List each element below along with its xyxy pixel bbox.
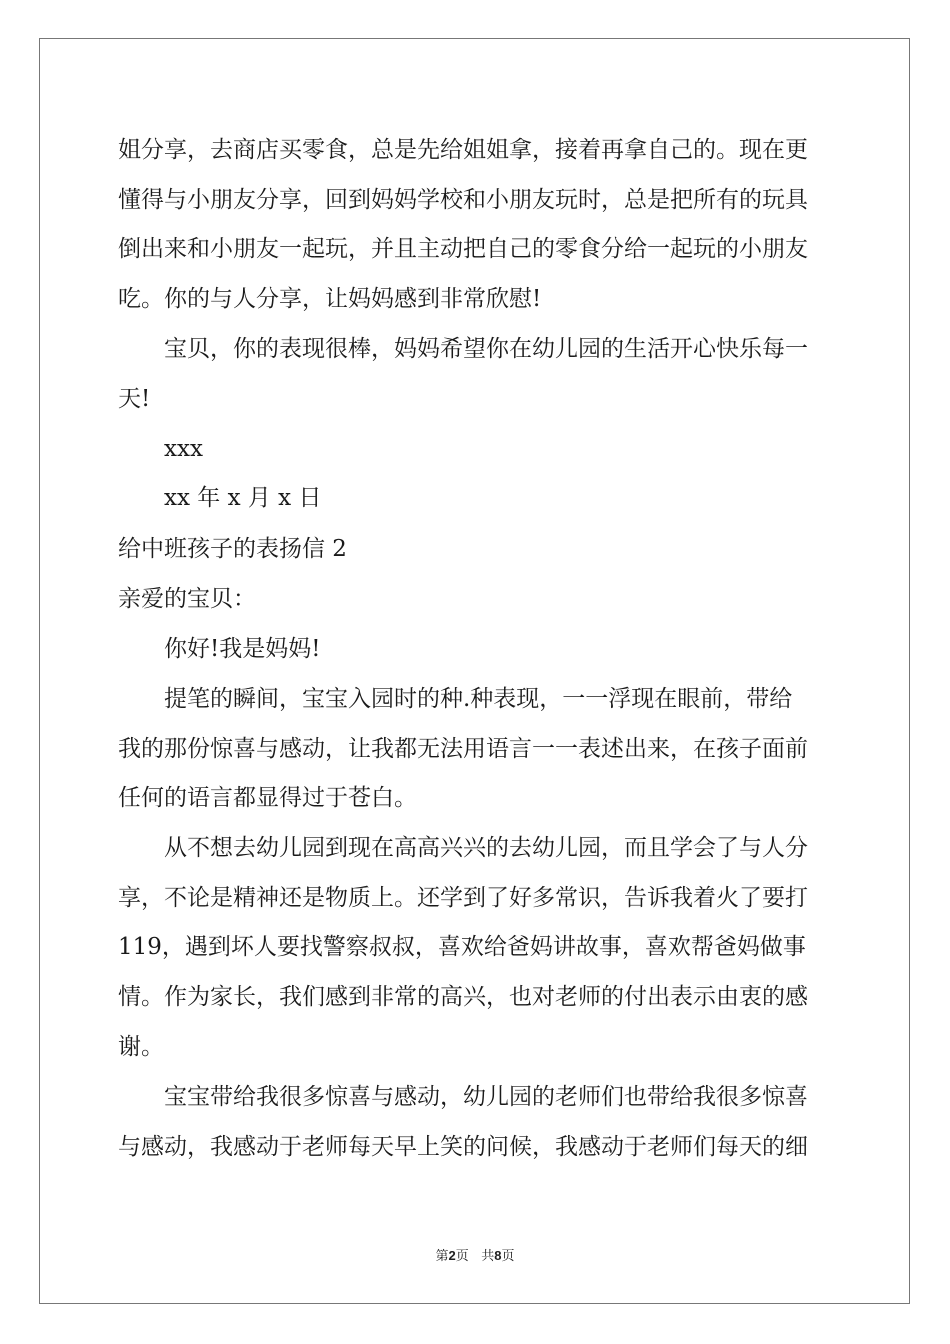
section-title: 给中班孩子的表扬信 2 [118, 536, 347, 562]
paragraph-line: 与感动，我感动于老师每天早上笑的问候，我感动于老师们每天的细 [118, 1134, 808, 1160]
total-pages: 8 [494, 1248, 502, 1263]
total-prefix: 共 [481, 1249, 495, 1264]
paragraph-line: 懂得与小朋友分享，回到妈妈学校和小朋友玩时，总是把所有的玩具 [118, 187, 808, 213]
paragraph-line: 任何的语言都显得过于苍白。 [118, 785, 417, 811]
paragraph-line: 我的那份惊喜与感动，让我都无法用语言一一表述出来，在孩子面前 [118, 736, 808, 762]
salutation: 亲爱的宝贝： [118, 586, 256, 612]
page-suffix: 页 [455, 1249, 469, 1264]
paragraph-line: 倒出来和小朋友一起玩，并且主动把自己的零食分给一起玩的小朋友 [118, 236, 808, 262]
paragraph-line: 姐分享，去商店买零食，总是先给姐姐拿，接着再拿自己的。现在更 [118, 137, 808, 163]
date-line: xx 年 x 月 x 日 [164, 485, 322, 511]
page-prefix: 第 [435, 1249, 449, 1264]
page-border [39, 38, 910, 1304]
paragraph-line: 天! [118, 386, 151, 412]
paragraph-line: 宝宝带给我很多惊喜与感动，幼儿园的老师们也带给我很多惊喜 [164, 1084, 808, 1110]
paragraph-line: 享，不论是精神还是物质上。还学到了好多常识，告诉我着火了要打 [118, 885, 808, 911]
page-footer [0, 1245, 950, 1264]
paragraph-line: 宝贝，你的表现很棒，妈妈希望你在幼儿园的生活开心快乐每一 [164, 336, 808, 362]
total-suffix: 页 [501, 1249, 515, 1264]
paragraph-line: 提笔的瞬间，宝宝入园时的种.种表现，一一浮现在眼前，带给 [164, 686, 793, 712]
paragraph-line: 情。作为家长，我们感到非常的高兴，也对老师的付出表示由衷的感 [118, 984, 808, 1010]
paragraph-line: 从不想去幼儿园到现在高高兴兴的去幼儿园，而且学会了与人分 [164, 835, 808, 861]
paragraph-line: 吃。你的与人分享，让妈妈感到非常欣慰! [118, 286, 542, 312]
greeting: 你好!我是妈妈! [164, 636, 321, 662]
paragraph-line: 119，遇到坏人要找警察叔叔，喜欢给爸妈讲故事，喜欢帮爸妈做事 [118, 934, 806, 960]
paragraph-line: 谢。 [118, 1034, 164, 1060]
signature: xxx [164, 436, 203, 462]
page-number: 2 [448, 1248, 456, 1263]
